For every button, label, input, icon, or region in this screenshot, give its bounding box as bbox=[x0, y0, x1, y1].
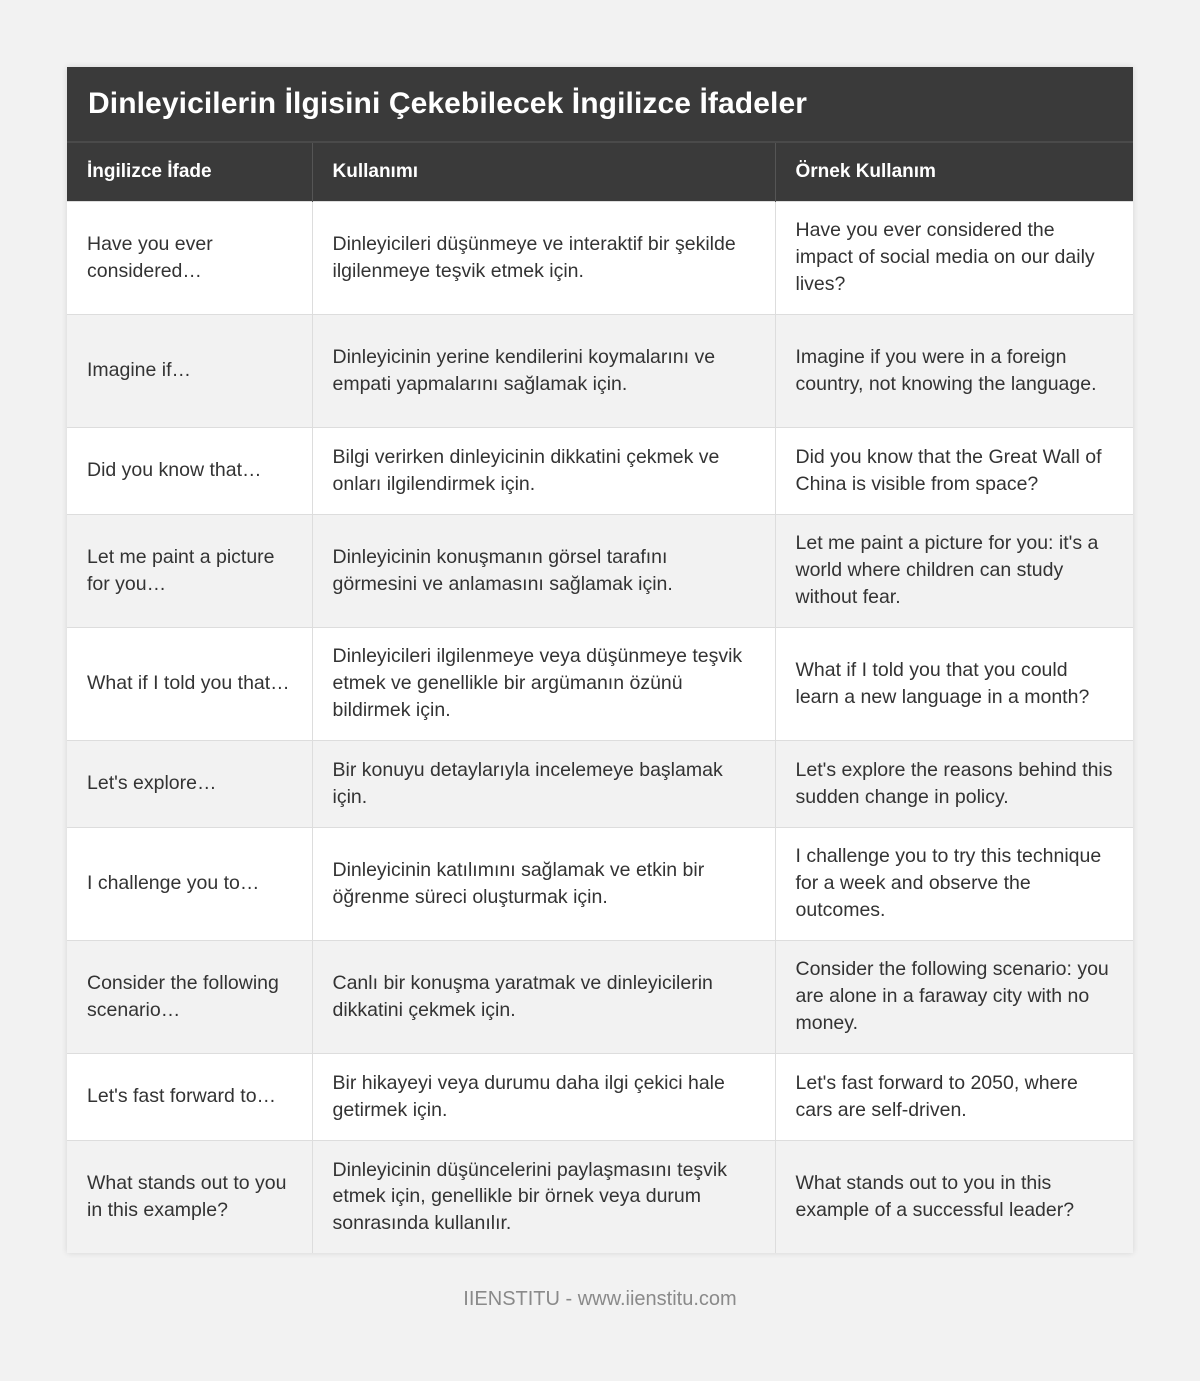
cell-usage: Bir hikayeyi veya durumu daha ilgi çekici hale getirmek için. bbox=[312, 1053, 775, 1140]
cell-phrase: Imagine if… bbox=[67, 314, 312, 427]
cell-usage: Bilgi verirken dinleyicinin dikkatini çekmek ve onları ilgilendirmek için. bbox=[312, 427, 775, 514]
footer-credit: IIENSTITU - www.iienstitu.com bbox=[463, 1288, 737, 1310]
table-row bbox=[67, 201, 1133, 314]
table-row bbox=[67, 1053, 1133, 1140]
cell-example: Have you ever considered the impact of social media on our daily lives? bbox=[775, 201, 1133, 314]
cell-usage: Dinleyicinin düşüncelerini paylaşmasını teşvik etmek için, genellikle bir örnek veya durum sonrasında kullanılır. bbox=[312, 1140, 775, 1253]
table-row bbox=[67, 1140, 1133, 1253]
cell-example: Let me paint a picture for you: it's a world where children can study without fear. bbox=[775, 514, 1133, 627]
table-header-row bbox=[67, 143, 1133, 201]
cell-phrase: Let's explore… bbox=[67, 740, 312, 827]
cell-example: Let's explore the reasons behind this sudden change in policy. bbox=[775, 740, 1133, 827]
phrases-table bbox=[67, 143, 1133, 1253]
table-row bbox=[67, 514, 1133, 627]
cell-usage: Bir konuyu detaylarıyla incelemeye başlamak için. bbox=[312, 740, 775, 827]
cell-phrase: Let me paint a picture for you… bbox=[67, 514, 312, 627]
title-bar bbox=[67, 67, 1133, 143]
cell-phrase: Did you know that… bbox=[67, 427, 312, 514]
cell-phrase: What if I told you that… bbox=[67, 627, 312, 740]
cell-usage: Dinleyicinin konuşmanın görsel tarafını görmesini ve anlamasını sağlamak için. bbox=[312, 514, 775, 627]
table-row bbox=[67, 314, 1133, 427]
table-row bbox=[67, 740, 1133, 827]
table-row bbox=[67, 627, 1133, 740]
cell-example: What stands out to you in this example of a successful leader? bbox=[775, 1140, 1133, 1253]
cell-example: Let's fast forward to 2050, where cars are self-driven. bbox=[775, 1053, 1133, 1140]
table-card bbox=[67, 67, 1133, 1253]
cell-phrase: Have you ever considered… bbox=[67, 201, 312, 314]
cell-usage: Dinleyicileri düşünmeye ve interaktif bir şekilde ilgilenmeye teşvik etmek için. bbox=[312, 201, 775, 314]
column-header-usage: Kullanımı bbox=[312, 143, 775, 201]
table-row bbox=[67, 940, 1133, 1053]
cell-phrase: I challenge you to… bbox=[67, 827, 312, 940]
cell-example: Did you know that the Great Wall of China is visible from space? bbox=[775, 427, 1133, 514]
cell-usage: Canlı bir konuşma yaratmak ve dinleyicilerin dikkatini çekmek için. bbox=[312, 940, 775, 1053]
table-row bbox=[67, 427, 1133, 514]
cell-usage: Dinleyicileri ilgilenmeye veya düşünmeye teşvik etmek ve genellikle bir argümanın özünü bildirmek için. bbox=[312, 627, 775, 740]
column-header-example: Örnek Kullanım bbox=[775, 143, 1133, 201]
page-title: Dinleyicilerin İlgisini Çekebilecek İngilizce İfadeler bbox=[88, 87, 808, 120]
cell-usage: Dinleyicinin katılımını sağlamak ve etkin bir öğrenme süreci oluşturmak için. bbox=[312, 827, 775, 940]
table-row bbox=[67, 827, 1133, 940]
cell-usage: Dinleyicinin yerine kendilerini koymalarını ve empati yapmalarını sağlamak için. bbox=[312, 314, 775, 427]
column-header-phrase: İngilizce İfade bbox=[67, 143, 312, 201]
cell-example: What if I told you that you could learn a new language in a month? bbox=[775, 627, 1133, 740]
cell-phrase: What stands out to you in this example? bbox=[67, 1140, 312, 1253]
cell-example: I challenge you to try this technique for a week and observe the outcomes. bbox=[775, 827, 1133, 940]
cell-phrase: Let's fast forward to… bbox=[67, 1053, 312, 1140]
cell-example: Consider the following scenario: you are alone in a faraway city with no money. bbox=[775, 940, 1133, 1053]
cell-example: Imagine if you were in a foreign country, not knowing the language. bbox=[775, 314, 1133, 427]
cell-phrase: Consider the following scenario… bbox=[67, 940, 312, 1053]
